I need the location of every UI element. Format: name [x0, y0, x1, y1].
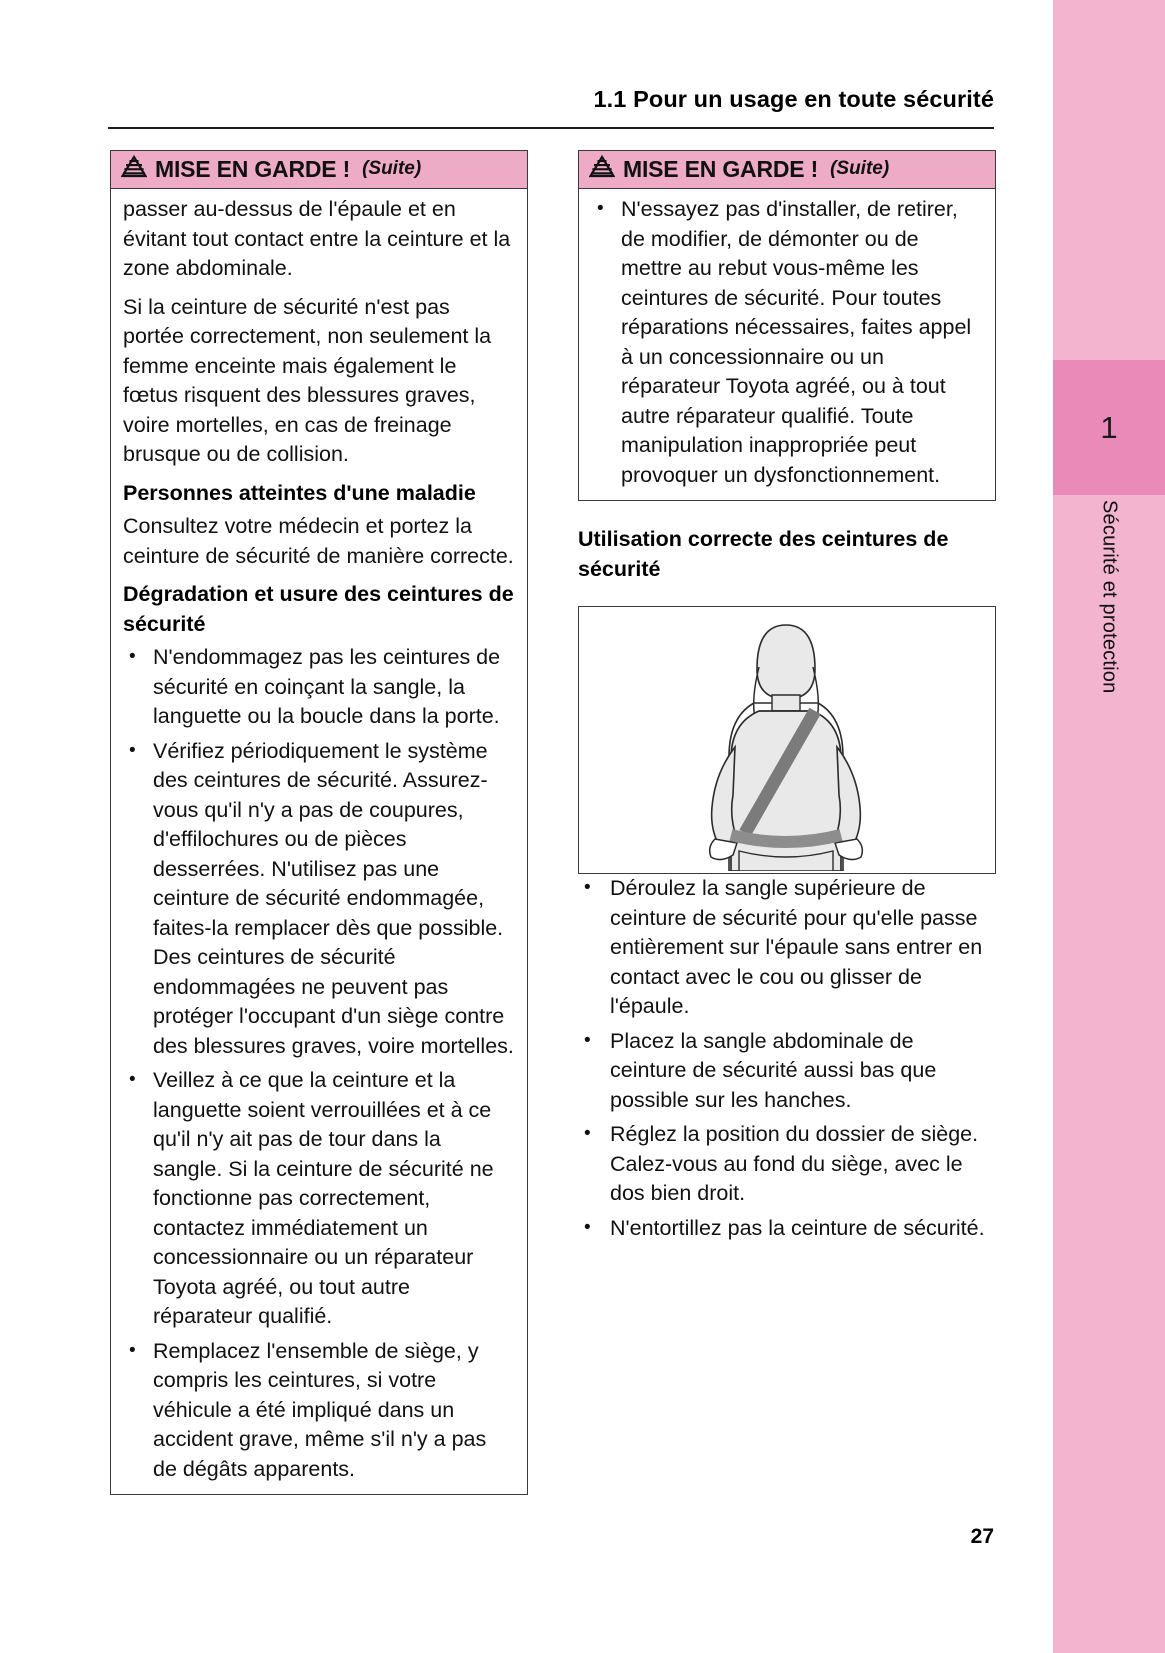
chapter-number-badge	[1053, 360, 1165, 495]
list-item: • Remplacez l'ensemble de siège, y compris les ceintures, si votre véhicule a été impliqué dans un accident grave, même s'il n'y a pas de dégâts apparents.	[123, 1337, 515, 1485]
warning-body-right	[579, 189, 995, 500]
chapter-label-text: Sécurité et protection	[1098, 500, 1121, 694]
warning-title: MISE EN GARDE !	[623, 155, 819, 182]
warning-body-left	[111, 189, 527, 1494]
chapter-label	[1053, 500, 1165, 820]
warning-box-left	[110, 150, 528, 1495]
chapter-number: 1	[1100, 409, 1118, 445]
page-number: 27	[970, 1525, 994, 1548]
list-item: • Déroulez la sangle supérieure de ceinture de sécurité pour qu'elle passe entièrement sur l'épaule sans entrer en contact avec le cou ou glisser de l'épaule.	[578, 874, 996, 1022]
paragraph: passer au-dessus de l'épaule et en évitant tout contact entre la ceinture et la zone abdominale.	[123, 197, 511, 280]
list-item: • Réglez la position du dossier de siège. Calez-vous au fond du siège, avec le dos bien droit.	[578, 1120, 996, 1209]
subheading-illness: Personnes atteintes d'une maladie	[123, 480, 476, 505]
list-item: • Placez la sangle abdominale de ceinture de sécurité aussi bas que possible sur les hanches.	[578, 1027, 996, 1116]
list-item: • Veillez à ce que la ceinture et la languette soient verrouillées et à ce qu'il n'y ait pas de tour dans la sangle. Si la ceinture de sécurité ne fonctionne pas correctement, contactez immédiatement un concessionnaire ou un réparateur Toyota agréé, ou tout autre réparateur qualifié.	[123, 1066, 515, 1332]
warning-box-right	[578, 150, 996, 501]
warning-title: MISE EN GARDE !	[155, 155, 351, 182]
warning-continued-label: (Suite)	[362, 158, 422, 179]
warning-continued-label: (Suite)	[830, 158, 890, 179]
warning-bullet-list-left	[123, 643, 515, 1484]
warning-triangle-icon	[589, 155, 615, 183]
header-divider	[108, 127, 994, 129]
warning-banner-left	[111, 151, 527, 189]
paragraph: Consultez votre médecin et portez la ceinture de sécurité de manière correcte.	[123, 514, 514, 568]
list-item: • Vérifiez périodiquement le système des ceintures de sécurité. Assurez-vous qu'il n'y a pas de coupures, d'effilochures ou de pièces desserrées. N'utilisez pas une ceinture de sécurité endommagée, faites-la remplacer dès que possible. Des ceintures de sécurité endommagées ne peuvent pas protéger l'occupant d'un siège contre des blessures graves, voire mortelles.	[123, 737, 515, 1062]
warning-triangle-icon	[121, 155, 147, 183]
list-item: • N'essayez pas d'installer, de retirer, de modifier, de démonter ou de mettre au rebut vous-même les ceintures de sécurité. Pour toutes réparations nécessaires, faites appel à un concessionnaire ou un réparateur Toyota agréé, ou à tout autre réparateur qualifié. Toute manipulation inappropriée peut provoquer un dysfonctionnement.	[591, 195, 983, 490]
list-item: • N'entortillez pas la ceinture de sécurité.	[578, 1214, 996, 1244]
correct-use-bullet-list	[578, 874, 996, 1243]
list-item: • N'endommagez pas les ceintures de sécurité en coinçant la sangle, la languette ou la boucle dans la porte.	[123, 643, 515, 732]
subheading-wear-and-tear: Dégradation et usure des ceintures de sécurité	[123, 582, 514, 636]
page-title: 1.1 Pour un usage en toute sécurité	[593, 86, 994, 112]
warning-bullet-list-right	[591, 195, 983, 490]
left-column	[110, 150, 528, 1495]
paragraph: Si la ceinture de sécurité n'est pas portée correctement, non seulement la femme enceinte mais également le fœtus risquent des blessures graves, voire mortelles, en cas de freinage brusque ou de collision.	[123, 294, 492, 466]
seat-belt-correct-use-illustration	[578, 606, 996, 874]
right-column	[578, 150, 996, 1243]
section-heading-correct-use: Utilisation correcte des ceintures de sécurité	[578, 527, 949, 581]
chapter-side-tab	[1053, 0, 1165, 1653]
warning-banner-right	[579, 151, 995, 189]
